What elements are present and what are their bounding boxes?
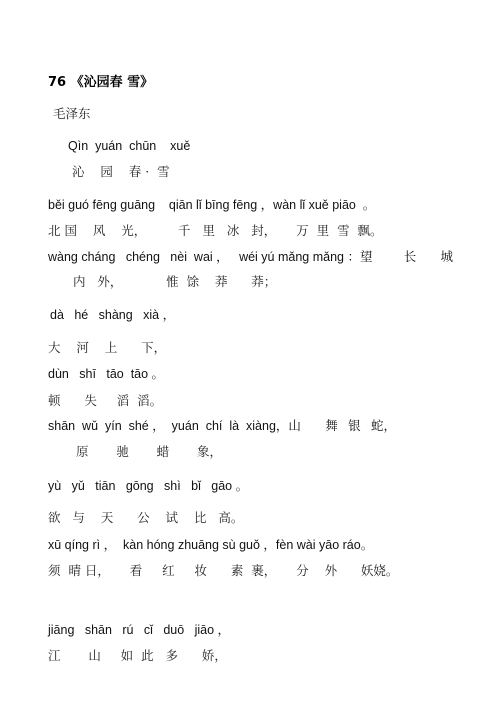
hanzi-line: 沁 园 春 · 雪 [72,164,170,179]
hanzi-line: 顿 失 滔 滔。 [48,393,163,408]
pinyin-line: běi guó fēng guāng qiān lǐ bīng fēng ，wàn lǐ xuě piāo 。 [48,198,376,212]
hanzi-line: 原 驰 蜡 象， [76,444,222,459]
pinyin-line: wàng cháng chéng nèi wai ， wéi yú mǎng mǎng ：望 长 城 [48,250,454,264]
pinyin-line: Qìn yuán chūn xuě [68,139,191,153]
hanzi-line: 须 晴 日， 看 红 妆 素 裹， 分 外 妖娆。 [48,563,399,578]
hanzi-line: 江 山 如 此 多 娇， [48,648,227,663]
hanzi-line: 内 外， 惟 馀 莽 莽； [73,274,277,289]
pinyin-line: jiāng shān rú cǐ duō jiāo ， [48,623,231,637]
poem-author: 毛泽东 [53,106,91,121]
hanzi-line: 欲 与 天 公 试 比 高。 [48,510,244,525]
pinyin-line: yù yǔ tiān gōng shì bǐ gāo 。 [48,479,249,493]
pinyin-line: dùn shī tāo tāo 。 [48,367,165,381]
pinyin-line: xū qíng rì ， kàn hóng zhuāng sù guǒ ，fèn wài yāo ráo。 [48,538,374,552]
hanzi-line: 大 河 上 下， [48,340,167,355]
hanzi-line: 北 国 风 光， 千 里 冰 封， 万 里 雪 飘。 [48,223,383,238]
poem-title: 76 《沁园春 雪》 [48,75,154,90]
pinyin-line: dà hé shàng xià ， [50,308,176,322]
pinyin-line: shān wǔ yín shé ， yuán chí là xiàng，山 舞 银 蛇， [48,419,397,433]
